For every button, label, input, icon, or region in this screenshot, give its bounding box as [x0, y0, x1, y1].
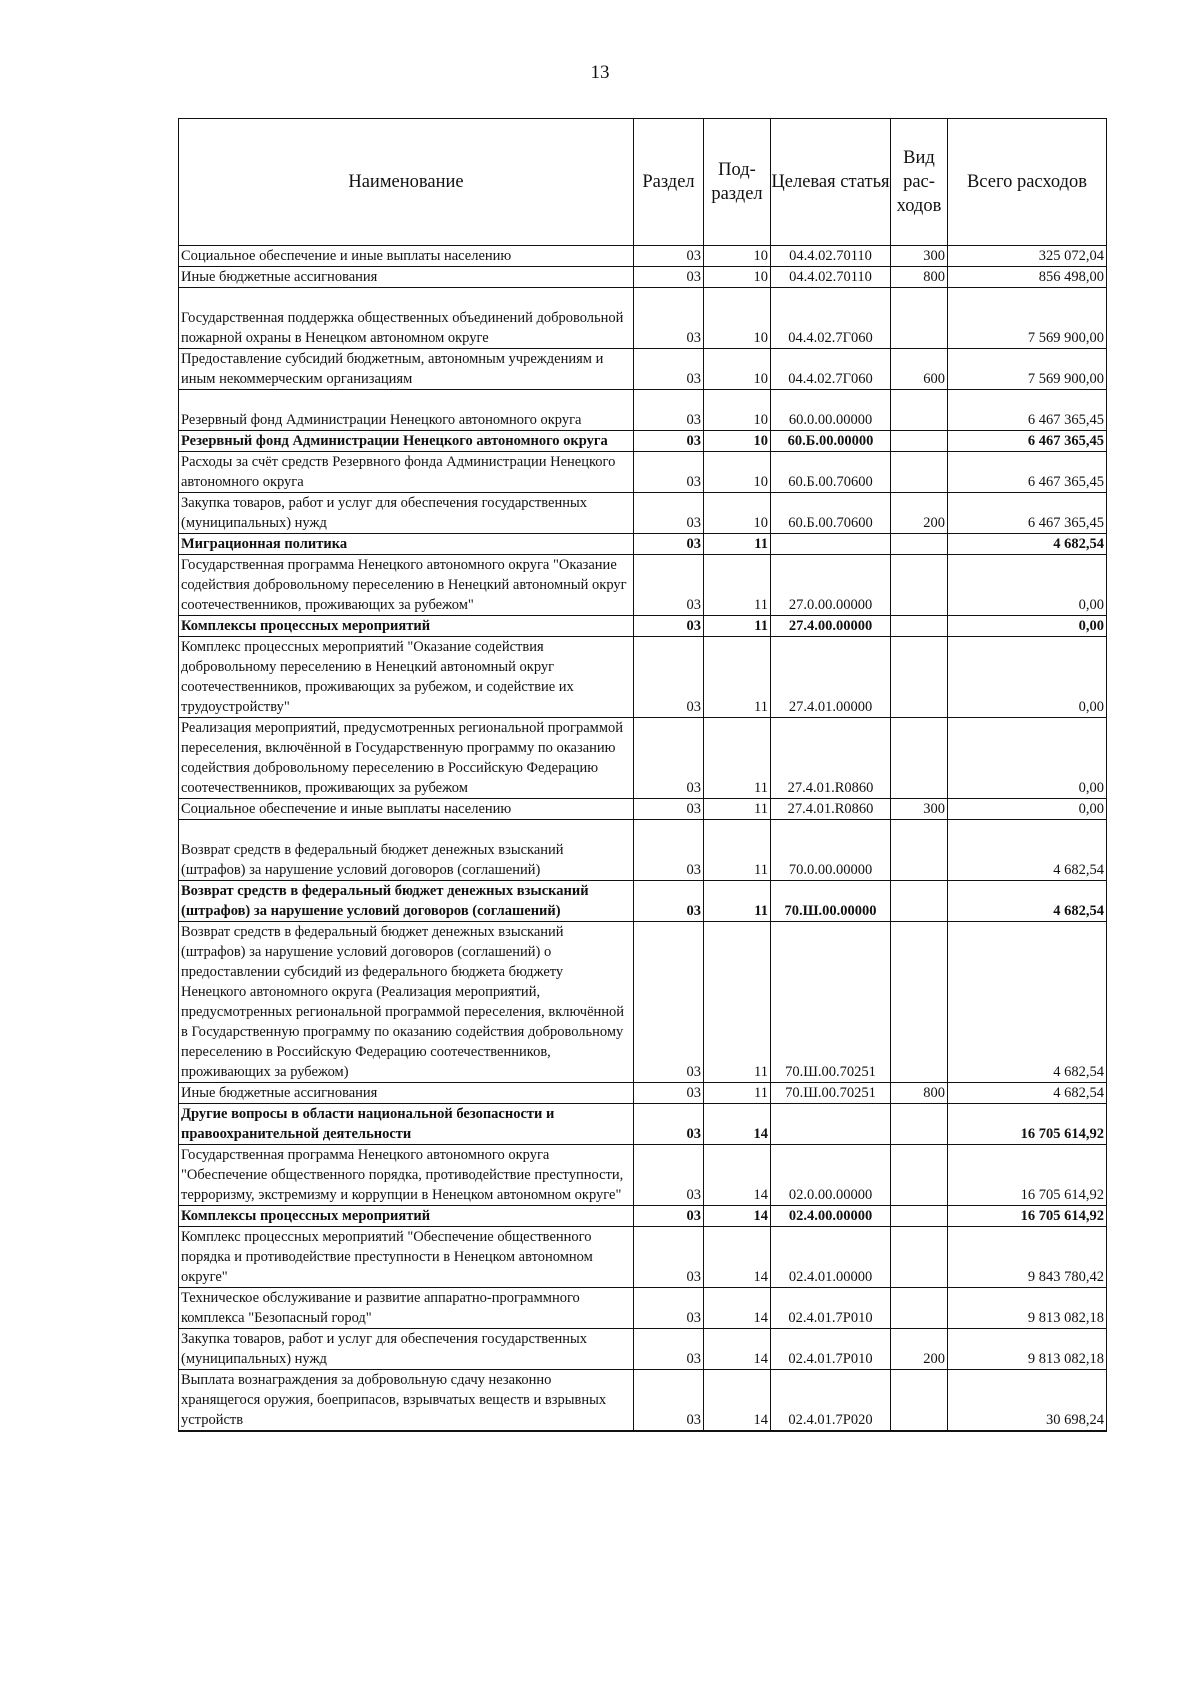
cell-target: 02.4.00.00000 — [771, 1206, 891, 1227]
cell-target: 70.Ш.00.00000 — [771, 881, 891, 922]
header-kind: Вид рас-ходов — [891, 119, 948, 246]
cell-section: 03 — [634, 267, 704, 288]
cell-kind — [891, 616, 948, 637]
cell-name: Расходы за счёт средств Резервного фонда Администрации Ненецкого автономного округа — [179, 452, 634, 493]
table-row — [179, 799, 1107, 820]
cell-section: 03 — [634, 555, 704, 616]
cell-kind: 300 — [891, 246, 948, 267]
header-subsection: Под-раздел — [704, 119, 771, 246]
cell-subsection: 11 — [704, 555, 771, 616]
table-row — [179, 1370, 1107, 1432]
cell-name: Закупка товаров, работ и услуг для обеспечения государственных (муниципальных) нужд — [179, 493, 634, 534]
table-body — [179, 246, 1107, 1432]
cell-total: 4 682,54 — [948, 820, 1107, 881]
cell-kind — [891, 390, 948, 431]
cell-total: 9 813 082,18 — [948, 1288, 1107, 1329]
cell-subsection: 14 — [704, 1329, 771, 1370]
cell-subsection: 14 — [704, 1104, 771, 1145]
table-row — [179, 1083, 1107, 1104]
cell-kind: 800 — [891, 1083, 948, 1104]
cell-section: 03 — [634, 799, 704, 820]
table-row — [179, 1145, 1107, 1206]
cell-kind — [891, 288, 948, 349]
cell-name: Возврат средств в федеральный бюджет денежных взысканий (штрафов) за нарушение условий договоров (соглашений) — [179, 820, 634, 881]
cell-subsection: 14 — [704, 1288, 771, 1329]
cell-name: Государственная программа Ненецкого автономного округа "Оказание содействия добровольному переселению в Ненецкий автономный округ соотечественников, проживающих за рубежом" — [179, 555, 634, 616]
cell-section: 03 — [634, 431, 704, 452]
cell-kind: 200 — [891, 1329, 948, 1370]
cell-kind — [891, 555, 948, 616]
cell-section: 03 — [634, 390, 704, 431]
cell-subsection: 11 — [704, 820, 771, 881]
cell-name: Комплексы процессных мероприятий — [179, 616, 634, 637]
cell-section: 03 — [634, 1206, 704, 1227]
cell-name: Резервный фонд Администрации Ненецкого автономного округа — [179, 390, 634, 431]
cell-target: 02.4.01.00000 — [771, 1227, 891, 1288]
cell-section: 03 — [634, 1227, 704, 1288]
table-row — [179, 288, 1107, 349]
cell-section: 03 — [634, 1288, 704, 1329]
cell-name: Реализация мероприятий, предусмотренных региональной программой переселения, включённой в Государственную программу по оказанию содействия добровольному переселению в Российскую Федерацию соотечественников, проживающих за рубежом — [179, 718, 634, 799]
cell-total: 6 467 365,45 — [948, 431, 1107, 452]
cell-total: 4 682,54 — [948, 922, 1107, 1083]
cell-kind — [891, 452, 948, 493]
cell-name: Социальное обеспечение и иные выплаты населению — [179, 246, 634, 267]
cell-section: 03 — [634, 616, 704, 637]
cell-section: 03 — [634, 922, 704, 1083]
cell-subsection: 11 — [704, 718, 771, 799]
cell-name: Резервный фонд Администрации Ненецкого автономного округа — [179, 431, 634, 452]
cell-kind: 800 — [891, 267, 948, 288]
cell-section: 03 — [634, 246, 704, 267]
cell-target — [771, 1104, 891, 1145]
table-row — [179, 820, 1107, 881]
cell-kind — [891, 637, 948, 718]
cell-total: 9 813 082,18 — [948, 1329, 1107, 1370]
cell-subsection: 10 — [704, 267, 771, 288]
cell-name: Государственная поддержка общественных объединений добровольной пожарной охраны в Ненецком автономном округе — [179, 288, 634, 349]
cell-total: 856 498,00 — [948, 267, 1107, 288]
cell-total: 7 569 900,00 — [948, 288, 1107, 349]
table-row — [179, 493, 1107, 534]
cell-subsection: 10 — [704, 452, 771, 493]
cell-section: 03 — [634, 637, 704, 718]
cell-target: 04.4.02.70110 — [771, 246, 891, 267]
table-row — [179, 452, 1107, 493]
cell-kind — [891, 718, 948, 799]
cell-subsection: 11 — [704, 1083, 771, 1104]
cell-target: 02.4.01.7Р020 — [771, 1370, 891, 1432]
table-row — [179, 1288, 1107, 1329]
header-name: Наименование — [179, 119, 634, 246]
cell-subsection: 10 — [704, 288, 771, 349]
cell-kind — [891, 922, 948, 1083]
cell-subsection: 14 — [704, 1145, 771, 1206]
cell-target: 04.4.02.70110 — [771, 267, 891, 288]
table-row — [179, 881, 1107, 922]
cell-total: 16 705 614,92 — [948, 1145, 1107, 1206]
cell-total: 4 682,54 — [948, 1083, 1107, 1104]
cell-total: 16 705 614,92 — [948, 1104, 1107, 1145]
cell-subsection: 11 — [704, 881, 771, 922]
header-section: Раздел — [634, 119, 704, 246]
cell-section: 03 — [634, 1145, 704, 1206]
cell-kind — [891, 534, 948, 555]
cell-total: 0,00 — [948, 637, 1107, 718]
cell-section: 03 — [634, 288, 704, 349]
cell-subsection: 11 — [704, 534, 771, 555]
cell-total: 6 467 365,45 — [948, 452, 1107, 493]
cell-name: Социальное обеспечение и иные выплаты населению — [179, 799, 634, 820]
table-row — [179, 349, 1107, 390]
cell-kind — [891, 881, 948, 922]
cell-subsection: 14 — [704, 1206, 771, 1227]
table-row — [179, 1227, 1107, 1288]
cell-target: 04.4.02.7Г060 — [771, 288, 891, 349]
cell-subsection: 14 — [704, 1370, 771, 1432]
cell-section: 03 — [634, 820, 704, 881]
budget-table — [178, 118, 1107, 1432]
cell-kind — [891, 1288, 948, 1329]
cell-name: Другие вопросы в области национальной безопасности и правоохранительной деятельности — [179, 1104, 634, 1145]
cell-name: Комплекс процессных мероприятий "Обеспечение общественного порядка и противодействие преступности в Ненецком автономном округе" — [179, 1227, 634, 1288]
cell-kind — [891, 1227, 948, 1288]
cell-target: 04.4.02.7Г060 — [771, 349, 891, 390]
cell-target: 60.0.00.00000 — [771, 390, 891, 431]
cell-kind: 300 — [891, 799, 948, 820]
table-row — [179, 390, 1107, 431]
cell-total: 16 705 614,92 — [948, 1206, 1107, 1227]
cell-name: Выплата вознаграждения за добровольную сдачу незаконно хранящегося оружия, боеприпасов, взрывчатых веществ и взрывных устройств — [179, 1370, 634, 1432]
header-target: Целевая статья — [771, 119, 891, 246]
cell-target: 02.4.01.7Р010 — [771, 1288, 891, 1329]
cell-name: Комплексы процессных мероприятий — [179, 1206, 634, 1227]
table-row — [179, 616, 1107, 637]
cell-target: 27.4.01.R0860 — [771, 718, 891, 799]
table-row — [179, 718, 1107, 799]
cell-total: 30 698,24 — [948, 1370, 1107, 1432]
cell-subsection: 11 — [704, 799, 771, 820]
cell-name: Закупка товаров, работ и услуг для обеспечения государственных (муниципальных) нужд — [179, 1329, 634, 1370]
cell-total: 0,00 — [948, 616, 1107, 637]
cell-section: 03 — [634, 349, 704, 390]
cell-name: Миграционная политика — [179, 534, 634, 555]
table-row — [179, 922, 1107, 1083]
cell-target: 02.4.01.7Р010 — [771, 1329, 891, 1370]
cell-kind: 600 — [891, 349, 948, 390]
cell-target: 70.0.00.00000 — [771, 820, 891, 881]
table-row — [179, 1329, 1107, 1370]
table-row — [179, 555, 1107, 616]
cell-target: 27.4.01.R0860 — [771, 799, 891, 820]
cell-total: 325 072,04 — [948, 246, 1107, 267]
cell-name: Техническое обслуживание и развитие аппаратно-программного комплекса "Безопасный город" — [179, 1288, 634, 1329]
cell-section: 03 — [634, 452, 704, 493]
cell-section: 03 — [634, 1370, 704, 1432]
table-row — [179, 246, 1107, 267]
cell-target: 27.4.01.00000 — [771, 637, 891, 718]
cell-name: Государственная программа Ненецкого автономного округа "Обеспечение общественного порядка, противодействие преступности, терроризму, экстремизму и коррупции в Ненецком автономном округе" — [179, 1145, 634, 1206]
table-header-row — [179, 119, 1107, 246]
cell-name: Иные бюджетные ассигнования — [179, 1083, 634, 1104]
cell-section: 03 — [634, 718, 704, 799]
table-row — [179, 534, 1107, 555]
cell-total: 4 682,54 — [948, 881, 1107, 922]
cell-name: Иные бюджетные ассигнования — [179, 267, 634, 288]
cell-kind — [891, 1206, 948, 1227]
cell-subsection: 11 — [704, 616, 771, 637]
cell-kind — [891, 1370, 948, 1432]
table-row — [179, 267, 1107, 288]
cell-total: 6 467 365,45 — [948, 390, 1107, 431]
cell-kind — [891, 431, 948, 452]
cell-total: 6 467 365,45 — [948, 493, 1107, 534]
cell-name: Возврат средств в федеральный бюджет денежных взысканий (штрафов) за нарушение условий договоров (соглашений) — [179, 881, 634, 922]
table-row — [179, 637, 1107, 718]
cell-kind — [891, 1145, 948, 1206]
page-number: 13 — [590, 62, 610, 83]
cell-section: 03 — [634, 1104, 704, 1145]
cell-section: 03 — [634, 493, 704, 534]
cell-subsection: 10 — [704, 493, 771, 534]
cell-total: 9 843 780,42 — [948, 1227, 1107, 1288]
cell-subsection: 14 — [704, 1227, 771, 1288]
cell-name: Возврат средств в федеральный бюджет денежных взысканий (штрафов) за нарушение условий договоров (соглашений) о предоставлении субсидий из федерального бюджета бюджету Ненецкого автономного округа (Реализация мероприятий, предусмотренных региональной программой переселения, включённой в Государственную программу по оказанию содействия добровольному переселению в Российскую Федерацию соотечественников, проживающих за рубежом) — [179, 922, 634, 1083]
cell-total: 0,00 — [948, 799, 1107, 820]
cell-name: Комплекс процессных мероприятий "Оказание содействия добровольному переселению в Ненецкий автономный округ соотечественников, проживающих за рубежом, и содействие их трудоустройству" — [179, 637, 634, 718]
cell-section: 03 — [634, 881, 704, 922]
table-row — [179, 1104, 1107, 1145]
cell-target: 60.Б.00.70600 — [771, 493, 891, 534]
cell-section: 03 — [634, 1083, 704, 1104]
cell-subsection: 10 — [704, 431, 771, 452]
cell-kind — [891, 820, 948, 881]
table-row — [179, 431, 1107, 452]
cell-target: 60.Б.00.70600 — [771, 452, 891, 493]
cell-target: 02.0.00.00000 — [771, 1145, 891, 1206]
cell-total: 0,00 — [948, 555, 1107, 616]
cell-total: 0,00 — [948, 718, 1107, 799]
header-total: Всего расходов — [948, 119, 1107, 246]
cell-target: 60.Б.00.00000 — [771, 431, 891, 452]
cell-target — [771, 534, 891, 555]
cell-subsection: 11 — [704, 637, 771, 718]
cell-total: 4 682,54 — [948, 534, 1107, 555]
cell-total: 7 569 900,00 — [948, 349, 1107, 390]
cell-section: 03 — [634, 534, 704, 555]
cell-target: 70.Ш.00.70251 — [771, 922, 891, 1083]
cell-section: 03 — [634, 1329, 704, 1370]
cell-target: 27.0.00.00000 — [771, 555, 891, 616]
cell-name: Предоставление субсидий бюджетным, автономным учреждениям и иным некоммерческим организациям — [179, 349, 634, 390]
cell-target: 70.Ш.00.70251 — [771, 1083, 891, 1104]
cell-kind: 200 — [891, 493, 948, 534]
cell-subsection: 10 — [704, 349, 771, 390]
cell-kind — [891, 1104, 948, 1145]
cell-subsection: 10 — [704, 246, 771, 267]
table-row — [179, 1206, 1107, 1227]
cell-subsection: 11 — [704, 922, 771, 1083]
cell-target: 27.4.00.00000 — [771, 616, 891, 637]
cell-subsection: 10 — [704, 390, 771, 431]
